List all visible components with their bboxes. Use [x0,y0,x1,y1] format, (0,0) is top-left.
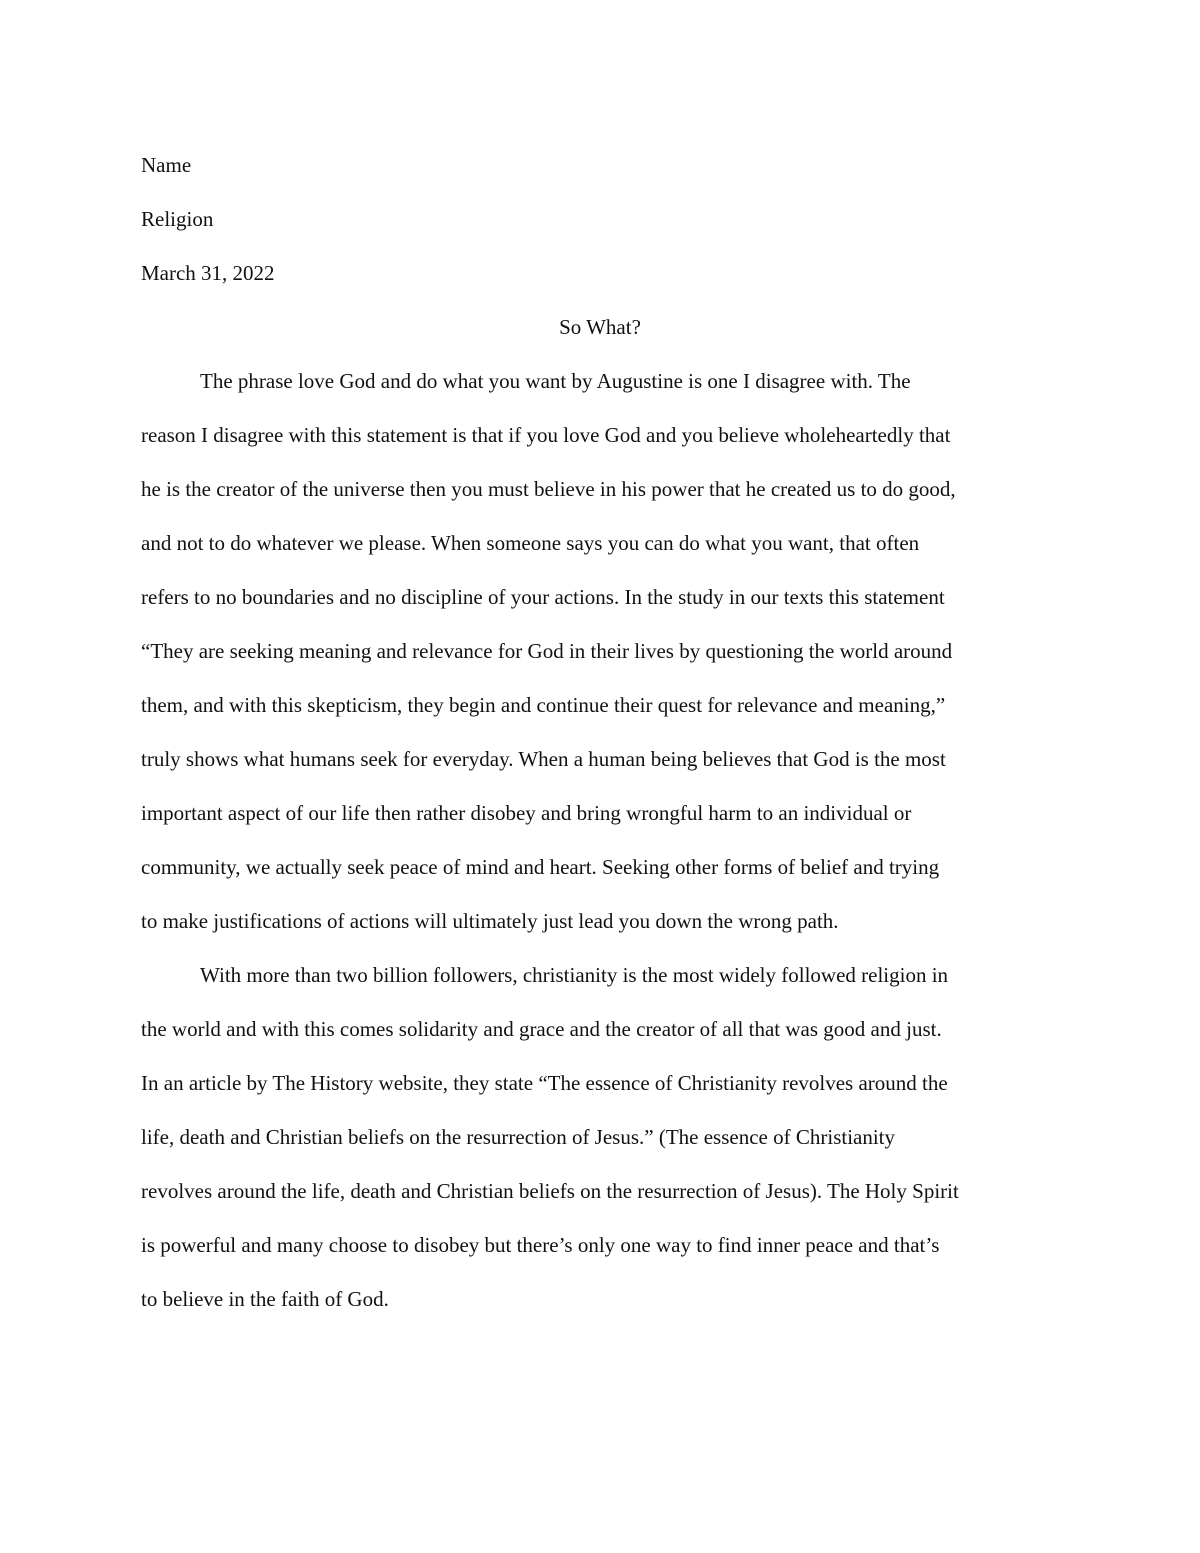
paragraph-line: reason I disagree with this statement is that if you love God and you believe wholeheartedly that [141,423,951,447]
document-body [141,138,1059,1326]
paragraph-line: truly shows what humans seek for everyday. When a human being believes that God is the most [141,747,946,771]
paragraph-1 [141,354,1059,948]
paragraph-line: refers to no boundaries and no discipline of your actions. In the study in our texts this statement [141,585,945,609]
essay-title: So What? [559,315,641,339]
paragraph-line: important aspect of our life then rather disobey and bring wrongful harm to an individual or [141,801,912,825]
paragraph-line: With more than two billion followers, christianity is the most widely followed religion in [200,963,949,987]
document-date: March 31, 2022 [141,261,275,285]
paragraph-line: and not to do whatever we please. When someone says you can do what you want, that often [141,531,920,555]
paragraph-line: In an article by The History website, they state “The essence of Christianity revolves around the [141,1071,948,1095]
paragraph-line: he is the creator of the universe then you must believe in his power that he created us to do good, [141,477,956,501]
course-name: Religion [141,207,214,231]
paragraph-line: the world and with this comes solidarity and grace and the creator of all that was good and just. [141,1017,942,1041]
paragraph-line: life, death and Christian beliefs on the resurrection of Jesus.” (The essence of Christianity [141,1125,896,1149]
paragraph-line: revolves around the life, death and Christian beliefs on the resurrection of Jesus). The Holy Spirit [141,1179,959,1203]
paragraph-line: is powerful and many choose to disobey but there’s only one way to find inner peace and that’s [141,1233,940,1257]
paragraph-line: to make justifications of actions will ultimately just lead you down the wrong path. [141,909,839,933]
paragraph-2 [141,948,1059,1326]
paragraph-line: community, we actually seek peace of mind and heart. Seeking other forms of belief and trying [141,855,940,879]
paragraph-line: The phrase love God and do what you want by Augustine is one I disagree with. The [200,369,911,393]
student-name: Name [141,153,192,177]
paragraph-line: to believe in the faith of God. [141,1287,389,1311]
paragraph-line: “They are seeking meaning and relevance for God in their lives by questioning the world around [141,639,953,663]
paragraph-line: them, and with this skepticism, they begin and continue their quest for relevance and meaning,” [141,693,946,717]
